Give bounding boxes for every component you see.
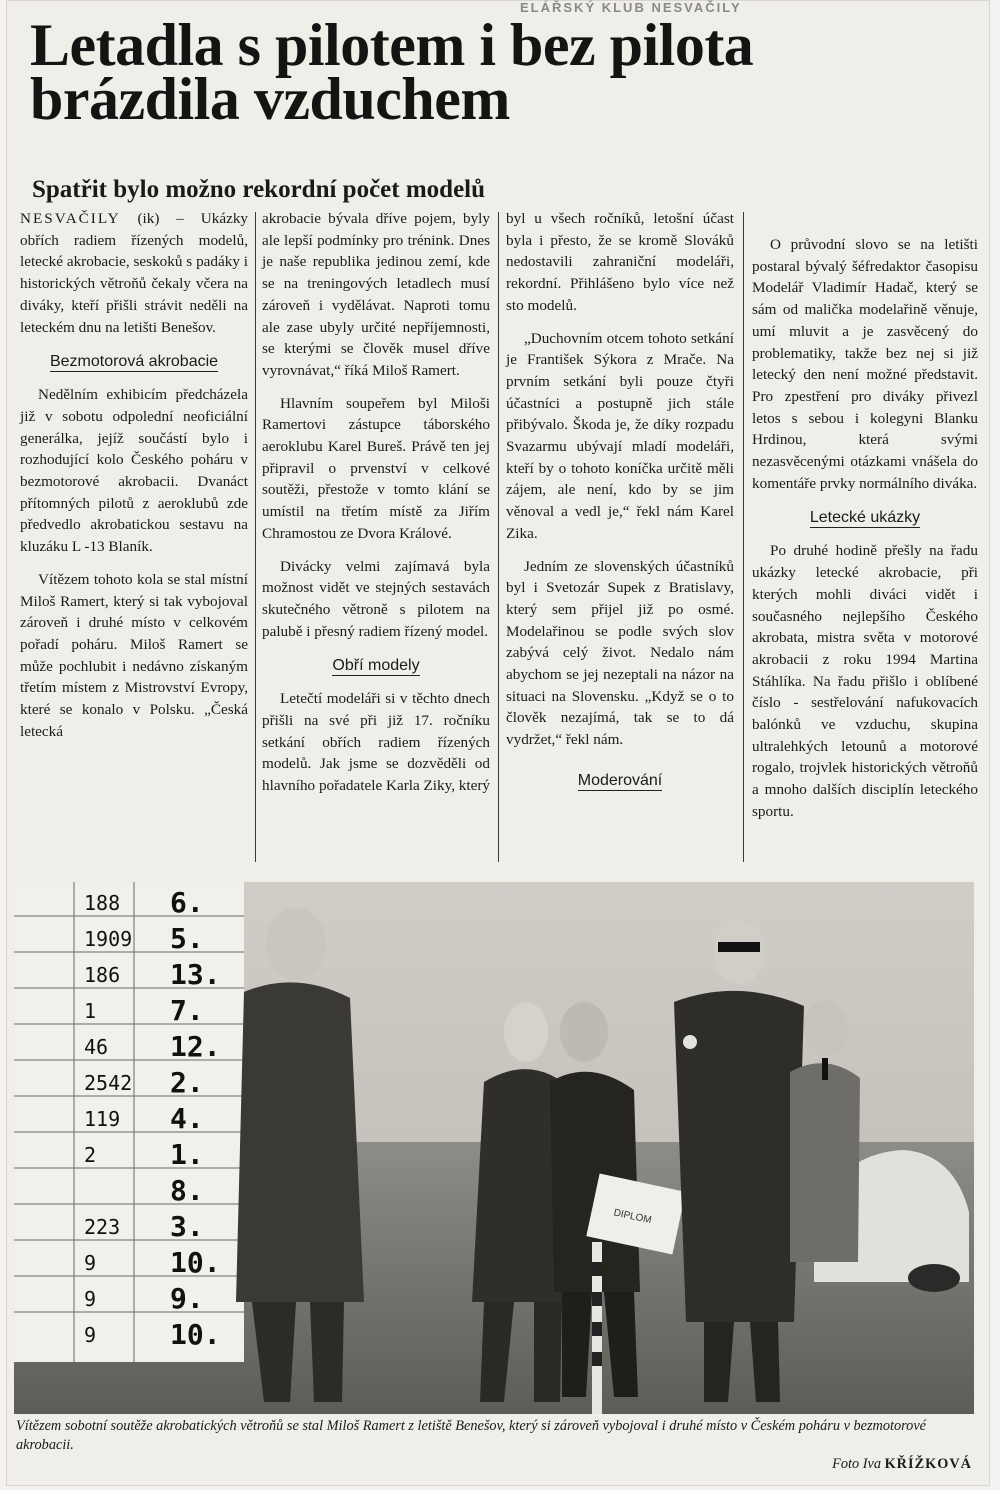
board-score: 9 — [84, 1323, 97, 1347]
board-score: 223 — [84, 1215, 121, 1239]
board-score: 119 — [84, 1107, 121, 1131]
paragraph: Po druhé hodině přešly na řadu ukázky letecké akrobacie, při kterých mohli diváci vidět i současného nejlepšího Českého akrobata, mistra světa v motorové akrobacii z roku 1994 Martina Stáhlíka. Na řadu přišlo i oblíbené číslo - sestřelování nafukovacích balónků ve vzduchu, skupina ultralehkých letounů a motorové rogalo, trojvlek historických větroňů a mnoho dalších disciplín leteckého sportu. — [752, 542, 978, 820]
board-rank: 10. — [170, 1318, 221, 1351]
paragraph: akrobacie bývala dříve pojem, byly ale lepší podmínky pro trénink. Dnes je naše republika jedinou zemí, kde se na treningových letadlech musí zároveň i vydělávat. Naproti tomu ale zase ubyly určité nepříjemnosti, se kterými se člověk musel dříve vyrovnávat,“ říká Miloš Ramert. — [262, 210, 490, 379]
article-column-3 — [506, 208, 734, 803]
photo-credit — [832, 1456, 972, 1473]
paragraph: Vítězem tohoto kola se stal místní Miloš Ramert, který si tak vybojoval zároveň i druhé místo v celkovém pořadí poháru. Miloš Ramert se může pochlubit i nedávno získaným třetím místem z Mistrovství Evropy, které se konalo v Polsku. „Česká letecká — [20, 570, 248, 740]
board-score: 46 — [84, 1035, 109, 1059]
paragraph: Hlavním soupeřem byl Miloši Ramertovi zástupce táborského aeroklubu Karel Bureš. Právě ten jej připravil o prvenství v celkové soutěži, přestože v tomto klání se umístil na třetím místě za Jiřím Chramostou ze Dvora Králové. — [262, 394, 490, 542]
dateline: NESVAČILY — [20, 210, 121, 227]
diploma-text: DIPLOM — [612, 1207, 653, 1227]
board-rank: 13. — [170, 958, 221, 991]
board-rank: 12. — [170, 1030, 221, 1063]
paragraph: Letečtí modeláři si v těchto dnech přišli na své při již 17. ročníku setkání obřích radiem řízených modelů. Jak jsme se dozvěděli od hlavního pořadatele Karla Ziky, který — [262, 690, 491, 795]
photo-caption: Vítězem sobotní soutěže akrobatických větroňů se stal Miloš Ramert z letiště Benešov, který si zároveň vybojoval i druhé místo v Českém poháru v bezmotorové akrobacii. — [16, 1418, 927, 1453]
photo-illustration — [14, 882, 974, 1414]
board-rank: 7. — [170, 994, 204, 1027]
paragraph: Nedělním exhibicím předcházela již v sobotu odpolední neoficiální generálka, jejíž součástí bylo i rozhodující kolo Českého poháru v bezmotorové akrobacii. Dvanáct přítomných pilotů z aeroklubů zde předvedlo akrobatickou sestavu na kluzáku L -13 Blaník. — [20, 386, 248, 556]
paragraph: O průvodní slovo se na letišti postaral bývalý šéfredaktor časopisu Modelář Vladimír Hadač, který se sám od malička modelařině věnuje, umí mluvit a je zasvěcený do problematiky, takže bez nej si již letecký den není možné představit. Pro zpestření pro diváky přivezl letos s sebou i kolegyni Blanku Hrdinou, která svými nezasvěcenými otázkami vnášela do komentáře prvky normálního diváka. — [752, 236, 978, 492]
article-subheadline: Spatřit bylo možno rekordní počet modelů — [32, 176, 486, 203]
column-rule — [255, 212, 256, 862]
column-rule — [498, 212, 499, 862]
article-column-2 — [262, 208, 490, 797]
board-rank: 6. — [170, 886, 204, 919]
board-rank: 2. — [170, 1066, 204, 1099]
byline: (ik) – — [137, 210, 184, 227]
lead-paragraph — [20, 208, 248, 338]
board-score: 188 — [84, 891, 121, 915]
board-rank: 1. — [170, 1138, 204, 1171]
board-rank: 10. — [170, 1246, 221, 1279]
board-score: 186 — [84, 963, 121, 987]
paragraph: „Duchovním otcem tohoto setkání je František Sýkora z Mrače. Na prvním setkání byli pouze čtyři účastníci a postupně jich stále přibývalo. Škoda je, že díky rozpadu Svazarmu ubývají mladí modeláři, kteří by o tohoto koníčka určitě měli zájem, ale není, kdo by se jim věnoval a vedl je,“ řekl nám Karel Zika. — [506, 329, 734, 542]
news-photo — [14, 882, 974, 1414]
board-rank: 8. — [170, 1174, 204, 1207]
pole — [592, 1242, 602, 1414]
board-score: 2542 — [84, 1071, 133, 1095]
article-column-4 — [752, 208, 978, 823]
board-rank: 5. — [170, 922, 204, 955]
bleed-through-text: ELÁŘSKÝ KLUB NESVAČILY — [520, 0, 742, 14]
paragraph: Divácky velmi zajímavá byla možnost vidět ve stejných sestavách skutečného větroně s pilotem na palubě i přesný radiem řízený model. — [262, 557, 490, 640]
board-score: 1909 — [84, 927, 133, 951]
section-heading: Letecké ukázky — [809, 509, 921, 527]
score-board — [14, 882, 244, 1362]
credit-prefix: Foto Iva — [832, 1456, 881, 1472]
paragraph: Jedním ze slovenských účastníků byl i Svetozár Supek z Bratislavy, který sem přijel již po osmé. Modelařinou se podle svých slov zabývá celý život. Nedalo nám abychom se jej nezeptali na názor na situaci na Slovensku. „Když se o to člověk nezajímá, tak se to dá vydržet,“ řekl nám. — [506, 557, 734, 749]
board-score: 9 — [84, 1287, 97, 1311]
section-heading: Moderování — [577, 771, 663, 789]
board-rank: 4. — [170, 1102, 204, 1135]
section-heading: Obří modely — [332, 657, 420, 675]
board-rank: 9. — [170, 1282, 204, 1315]
section-heading: Bezmotorová akrobacie — [49, 353, 219, 371]
column-rule — [743, 212, 744, 862]
article-headline: Letadla s pilotem i bez pilota brázdila vzduchem — [30, 12, 754, 132]
board-rank: 3. — [170, 1210, 204, 1243]
board-score: 1 — [84, 999, 97, 1023]
paragraph: byl u všech ročníků, letošní účast byla i přesto, že se kromě Slováků nedostavili zahraniční modeláři, rekordní. Přihlášeno bylo více než sto modelů. — [506, 210, 734, 314]
paragraph-text: Ukázky obřích radiem řízených modelů, letecké akrobacie, seskoků s padáky i historických větroňů čekaly včera na diváky, kteří přišli strávit neděli na leteckém dnu na letišti Benešov. — [20, 210, 249, 336]
board-score: 9 — [84, 1251, 97, 1275]
board-score: 2 — [84, 1143, 97, 1167]
photographer-name: KŘÍŽKOVÁ — [884, 1456, 972, 1472]
article-column-1 — [20, 208, 248, 742]
